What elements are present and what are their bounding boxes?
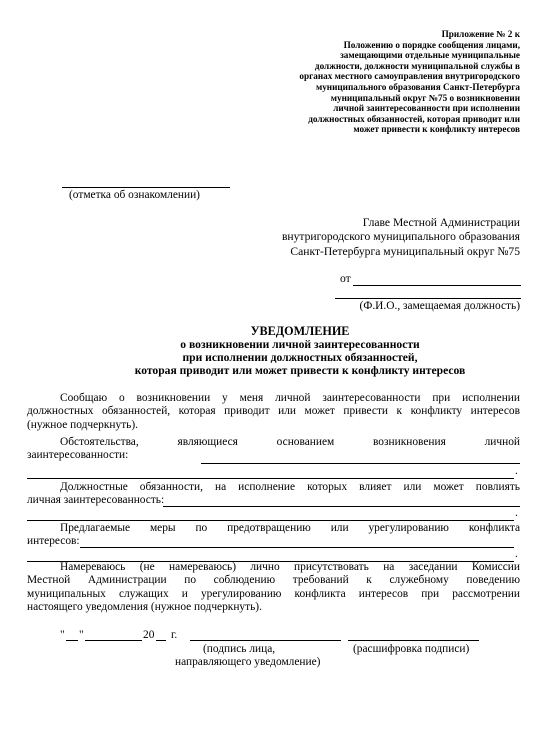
appendix-line: должности, должности муниципальной службы в xyxy=(314,60,520,71)
addressee-block xyxy=(220,216,520,259)
appendix-line: может привести к конфликту интересов xyxy=(353,124,520,135)
signature-label-2: направляющего уведомление) xyxy=(175,656,321,668)
date-year-field[interactable] xyxy=(156,640,166,641)
paragraph-line: Обстоятельства, являющиеся основанием возникновения личной xyxy=(60,436,520,448)
duties-field[interactable] xyxy=(163,506,520,507)
paragraph-line: муниципальных служащих и урегулированию конфликта интересов при рассмотрении xyxy=(27,587,520,600)
circumstances-field-2[interactable] xyxy=(27,478,514,479)
appendix-line: муниципального образования Санкт-Петербурга xyxy=(315,81,520,92)
paragraph-duties xyxy=(27,481,520,508)
signature-label: (подпись лица, xyxy=(203,643,276,655)
appendix-line: Положению о порядке сообщения лицами, xyxy=(343,39,520,50)
paragraph-line: настоящего уведомления (нужное подчеркнуть). xyxy=(27,600,262,613)
addressee-line: Санкт-Петербурга муниципальный округ №75 xyxy=(290,244,520,258)
title-main: УВЕДОМЛЕНИЕ xyxy=(250,324,350,338)
fio-label: (Ф.И.О., замещаемая должность) xyxy=(359,300,520,312)
title-line: которая приводит или может привести к конфликту интересов xyxy=(134,363,466,377)
appendix-line: органах местного самоуправления внутригородского xyxy=(299,71,520,82)
paragraph-line: (нужное подчеркнуть). xyxy=(27,418,139,431)
paragraph-report xyxy=(27,392,520,432)
circumstances-field[interactable] xyxy=(201,463,520,464)
appendix-line: личной заинтересованности при исполнении xyxy=(333,103,520,114)
measures-field[interactable] xyxy=(80,547,514,548)
from-label: от xyxy=(340,272,351,285)
appendix-header xyxy=(240,29,520,135)
fio-field[interactable] xyxy=(335,298,521,299)
title-line: о возникновении личной заинтересованности xyxy=(180,337,420,351)
date-quote-open: " xyxy=(60,629,65,641)
paragraph-circumstances xyxy=(27,436,520,463)
paragraph-line: должностных обязанностей, которая приводит или может привести к конфликту интересов xyxy=(27,405,520,418)
appendix-line: Приложение № 2 к xyxy=(441,29,520,39)
paragraph-line: заинтересованности: xyxy=(27,449,129,462)
addressee-line: Главе Местной Администрации xyxy=(362,216,520,229)
date-quote-close: " xyxy=(79,629,84,641)
paragraph-line: Намереваюсь (не намереваюсь) лично присутствовать на заседании Комиссии xyxy=(60,561,520,573)
paragraph-attendance xyxy=(27,561,520,614)
paragraph-line: Местной Администрации по соблюдению требований к служебному поведению xyxy=(27,574,520,587)
acknowledgment-field[interactable] xyxy=(62,187,230,188)
date-month-field[interactable] xyxy=(85,640,142,641)
appendix-line: муниципальный округ №75 о возникновении xyxy=(330,92,520,103)
paragraph-line: личная заинтересованность: xyxy=(27,494,165,507)
signature-field[interactable] xyxy=(190,640,341,641)
paragraph-line: Предлагаемые меры по предотвращению или урегулированию конфликта xyxy=(60,522,520,534)
decoding-field[interactable] xyxy=(348,640,479,641)
acknowledgment-label: (отметка об ознакомлении) xyxy=(69,189,200,201)
document-title xyxy=(60,325,537,378)
from-field[interactable] xyxy=(353,285,521,286)
paragraph-measures xyxy=(27,522,520,549)
paragraph-line: интересов: xyxy=(27,535,80,548)
appendix-line: должностных обязанностей, которая приводит или xyxy=(308,113,520,124)
addressee-line: внутригородского муниципального образования xyxy=(281,230,520,244)
period: . xyxy=(515,507,518,519)
paragraph-line: Должностные обязанности, на исполнение которых влияет или может повлиять xyxy=(60,481,520,493)
duties-field-2[interactable] xyxy=(27,520,514,521)
appendix-line: замещающими отдельные муниципальные xyxy=(340,50,520,61)
date-year-prefix: 20 xyxy=(143,629,155,641)
paragraph-line: Сообщаю о возникновении у меня личной заинтересованности при исполнении xyxy=(60,392,520,404)
date-day-field[interactable] xyxy=(66,640,78,641)
decoding-label: (расшифровка подписи) xyxy=(353,643,470,655)
from-row xyxy=(340,272,521,288)
date-year-suffix: г. xyxy=(171,629,178,641)
period: . xyxy=(515,548,518,560)
period: . xyxy=(515,465,518,477)
title-line: при исполнении должностных обязанностей, xyxy=(182,350,418,364)
